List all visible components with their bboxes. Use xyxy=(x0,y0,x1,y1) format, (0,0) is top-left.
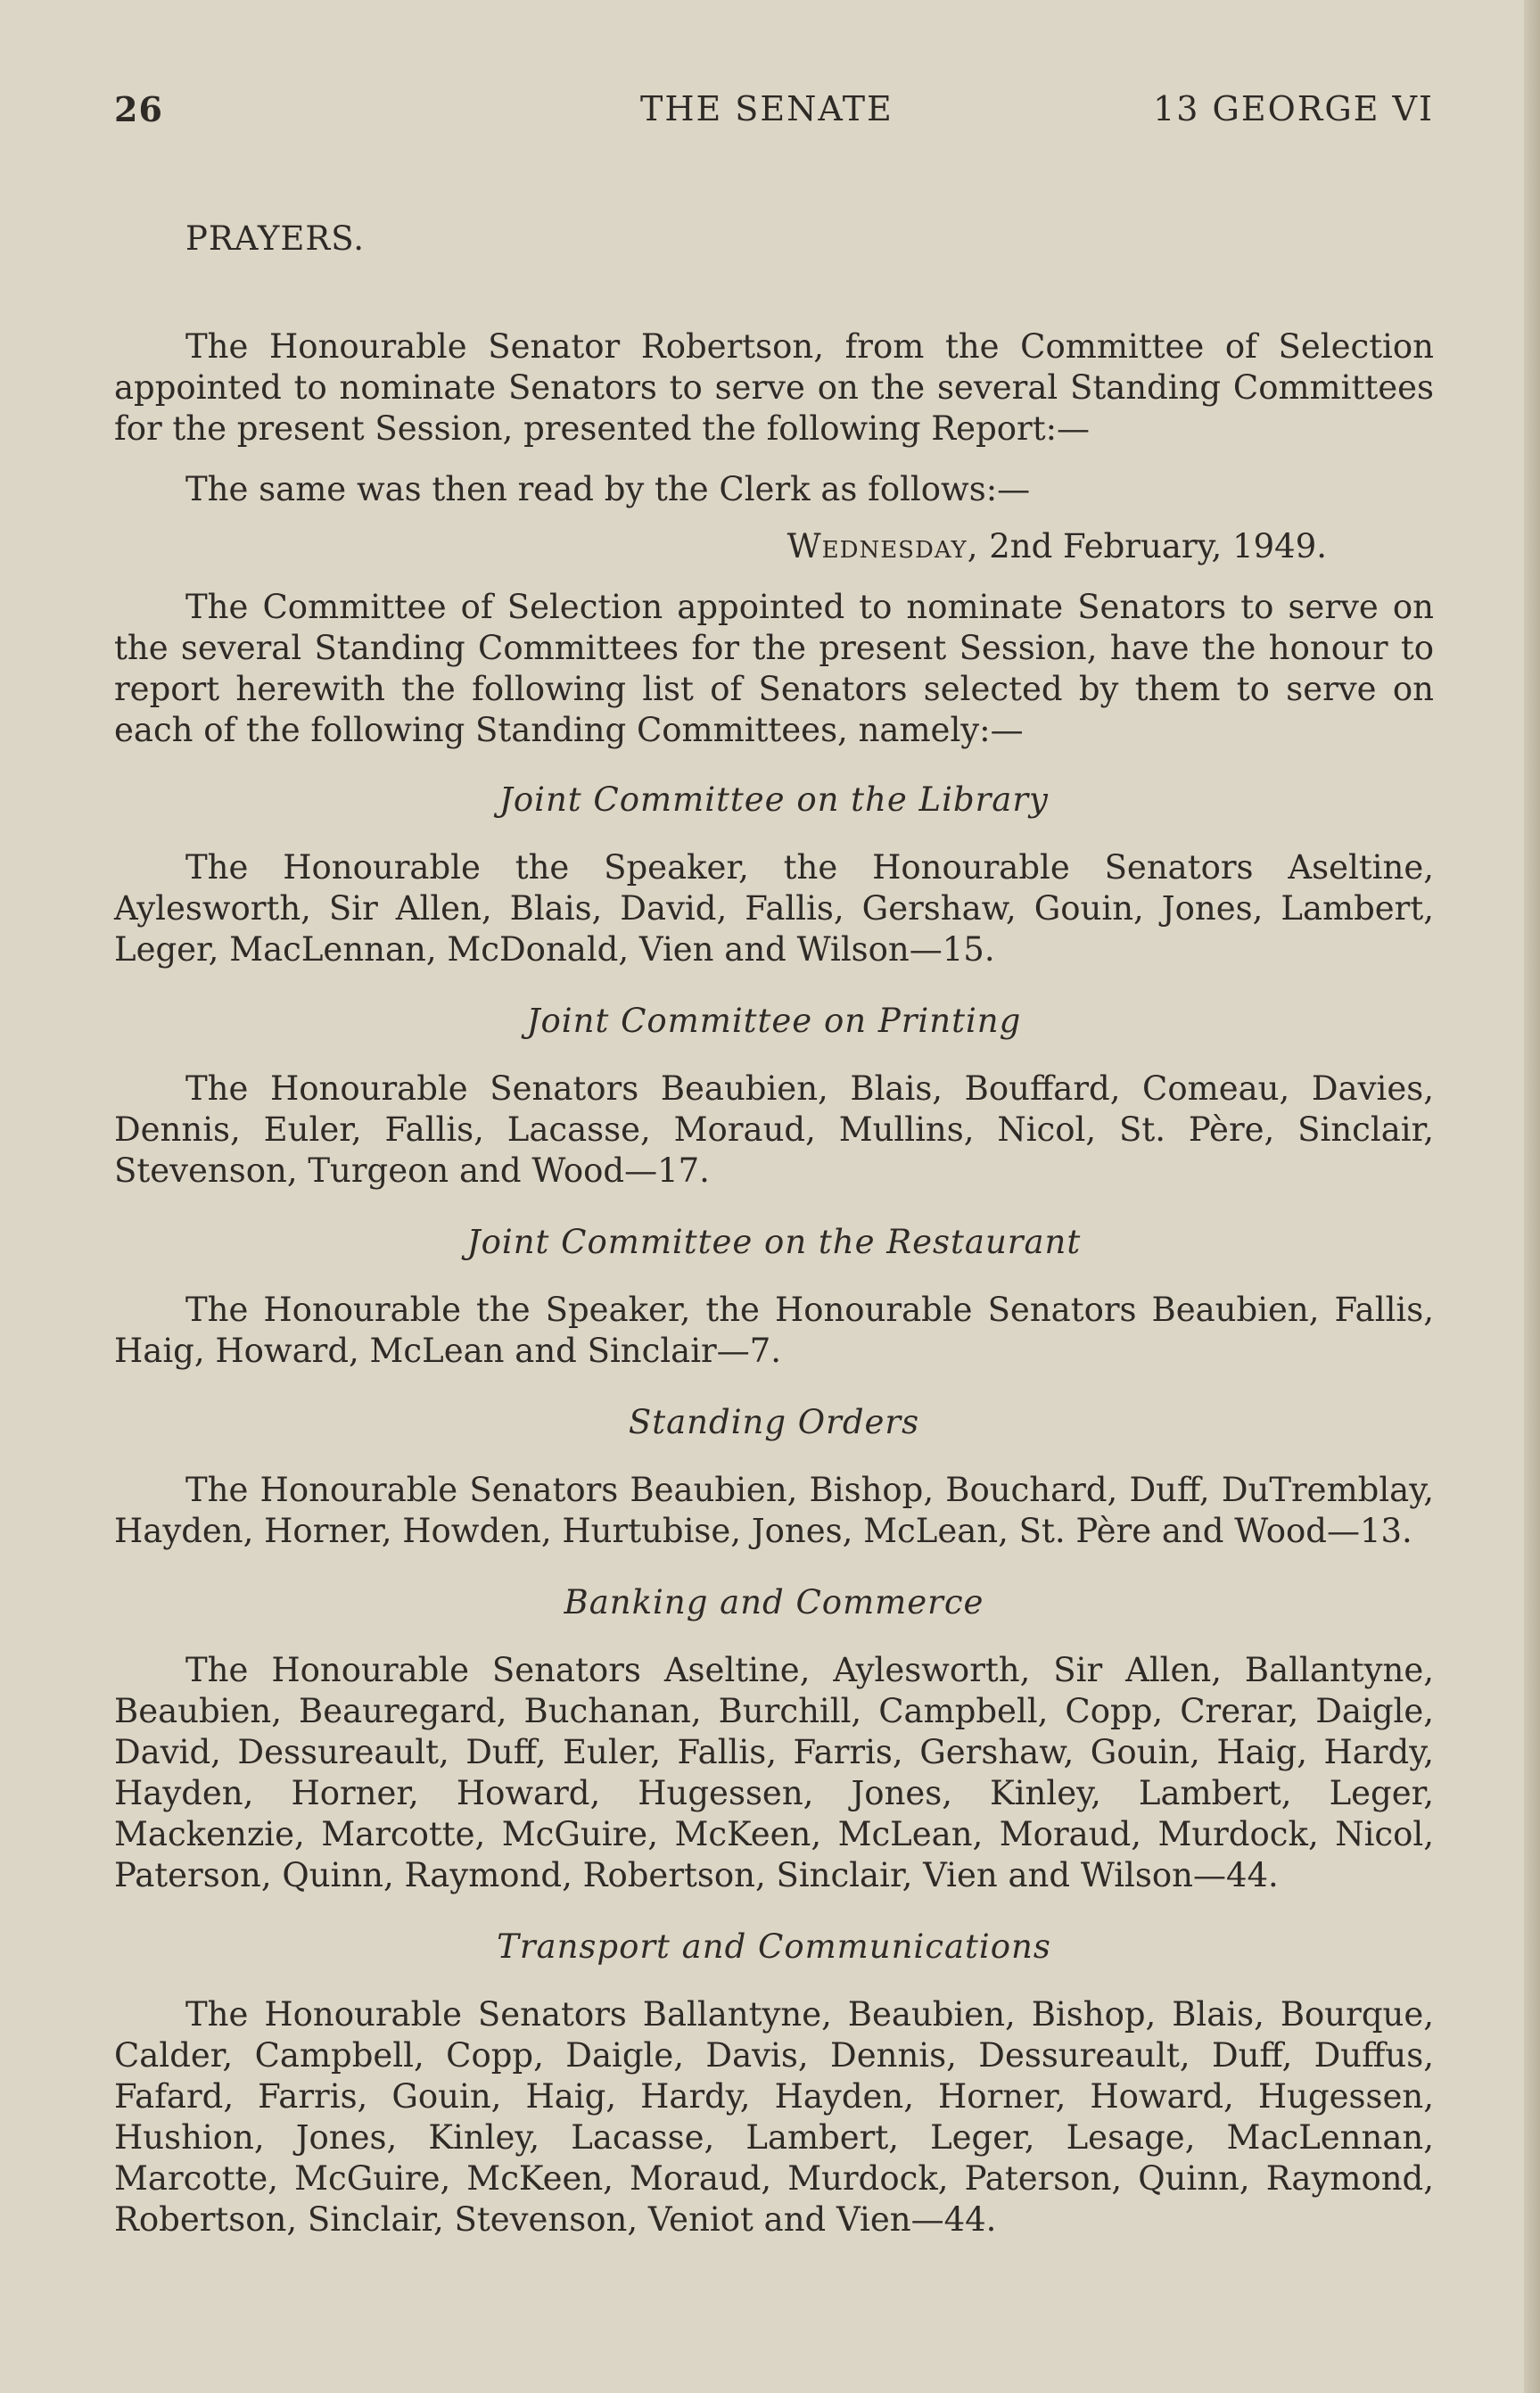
running-head-regnal-year: 13 GEORGE VI xyxy=(1153,89,1434,128)
committee-members-restaurant: The Honourable the Speaker, the Honourable Senators Beaubien, Fallis, Haig, Howard, McLean and Sinclair—7. xyxy=(114,1291,1434,1370)
running-head xyxy=(114,89,1434,134)
report-dateline xyxy=(114,526,1434,567)
page-number: 26 xyxy=(114,89,163,129)
committee-heading-library: Joint Committee on the Library xyxy=(499,780,1049,819)
committee-members-library: The Honourable the Speaker, the Honourable Senators Aseltine, Aylesworth, Sir Allen, Blais, David, Fallis, Gershaw, Gouin, Jones, Lambert, Leger, MacLennan, McDonald, Vien and Wilson—15. xyxy=(114,848,1434,969)
committee-members-standing-orders: The Honourable Senators Beaubien, Bishop, Bouchard, Duff, DuTremblay, Hayden, Horner, Howden, Hurtubise, Jones, McLean, St. Père and Wood—13. xyxy=(114,1471,1434,1550)
committee-heading-banking-commerce: Banking and Commerce xyxy=(564,1583,984,1621)
committee-heading-transport-communications: Transport and Communications xyxy=(497,1927,1051,1966)
committee-members-banking-commerce: The Honourable Senators Aseltine, Aylesworth, Sir Allen, Ballantyne, Beaubien, Beauregard, Buchanan, Burchill, Campbell, Copp, Crerar, Daigle, David, Dessureault, Duff, Euler, Fallis, Farris, Gershaw, Gouin, Haig, Hardy, Hayden, Horner, Howard, Hugessen, Jones, Kinley, Lambert, Leger, Mackenzie, Marcotte, McGuire, McKeen, McLean, Moraud, Murdock, Nicol, Paterson, Quinn, Raymond, Robertson, Sinclair, Vien and Wilson—44. xyxy=(114,1651,1434,1894)
read-by-clerk-paragraph: The same was then read by the Clerk as follows:— xyxy=(185,470,1031,508)
dateline-date: 2nd February, 1949. xyxy=(978,527,1327,565)
committee-members-transport-communications: The Honourable Senators Ballantyne, Beaubien, Bishop, Blais, Bourque, Calder, Campbell, Copp, Daigle, Davis, Dennis, Dessureault, Duff, Duffus, Fafard, Farris, Gouin, Haig, Hardy, Hayden, Horner, Howard, Hugessen, Hushion, Jones, Kinley, Lacasse, Lambert, Leger, Lesage, MacLennan, Marcotte, McGuire, McKeen, Moraud, Murdock, Paterson, Quinn, Raymond, Robertson, Sinclair, Stevenson, Veniot and Vien—44. xyxy=(114,1995,1434,2239)
dateline-day: Wednesday, xyxy=(786,527,979,565)
page-edge xyxy=(1524,0,1540,2393)
prayers-heading: PRAYERS. xyxy=(185,219,366,258)
committee-heading-standing-orders: Standing Orders xyxy=(628,1403,920,1441)
committee-members-printing: The Honourable Senators Beaubien, Blais, Bouffard, Comeau, Davies, Dennis, Euler, Fallis, Lacasse, Moraud, Mullins, Nicol, St. Père, Sinclair, Stevenson, Turgeon and Wood—17. xyxy=(114,1069,1434,1190)
committee-intro-paragraph: The Committee of Selection appointed to nominate Senators to serve on the several Standing Committees for the present Session, have the honour to report herewith the following list of Senators selected by them to serve on each of the following Standing Committees, namely:— xyxy=(114,588,1434,749)
report-intro-paragraph: The Honourable Senator Robertson, from the Committee of Selection appointed to nominate Senators to serve on the several Standing Committees for the present Session, presented the following Report:— xyxy=(114,327,1434,448)
committee-heading-restaurant: Joint Committee on the Restaurant xyxy=(466,1223,1082,1261)
running-head-title: THE SENATE xyxy=(640,89,894,128)
committee-heading-printing: Joint Committee on Printing xyxy=(526,1002,1022,1040)
page-body xyxy=(114,219,1434,2271)
